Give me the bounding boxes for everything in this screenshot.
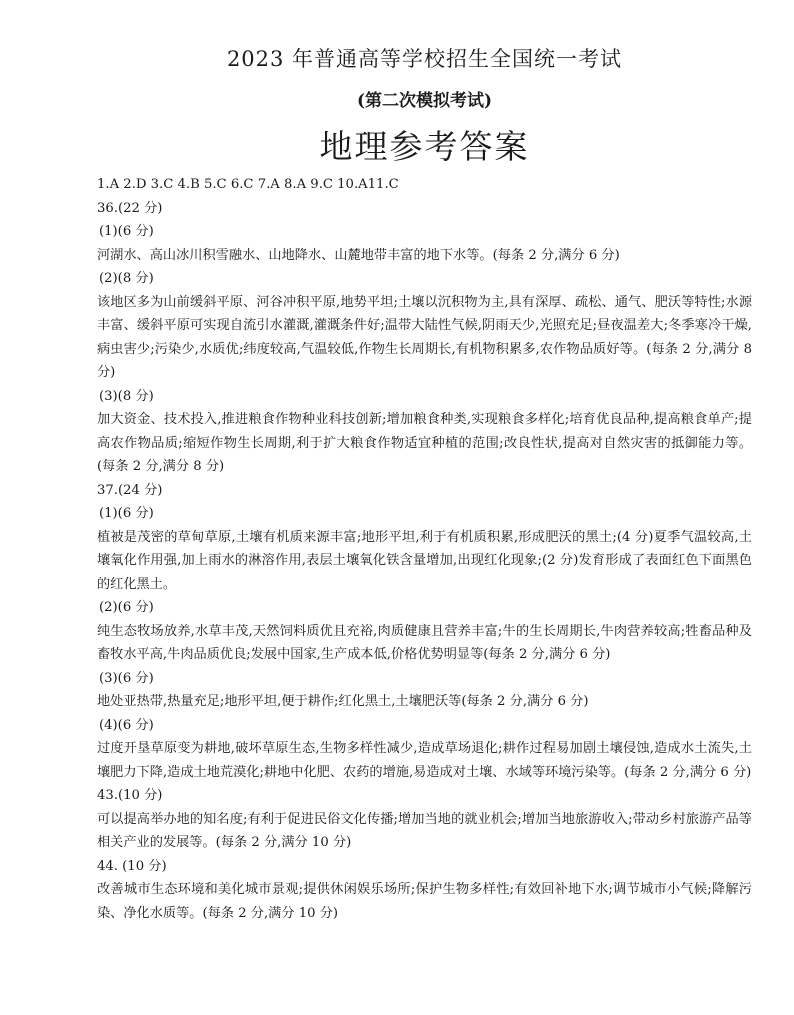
q37-part1-text: 植被是茂密的草甸草原,土壤有机质来源丰富;地形平坦,利于有机质积累,形成肥沃的黑土;(4 分)夏季气温较高,土壤氧化作用强,加上雨水的淋溶作用,表层土壤氧化铁含量增加,出现红化现象;(2 分)发育形成了表面红色下面黑色的红化黑土。	[97, 529, 752, 592]
q36-part1-label: (1)(6 分)	[99, 224, 154, 239]
q37-part4-text: 过度开垦草原变为耕地,破坏草原生态,生物多样性减少,造成草场退化;耕作过程易加剧土壤侵蚀,造成水土流失,土壤肥力下降,造成土地荒漠化;耕地中化肥、农药的增施,易造成对土壤、水域等环境污染等。(每条 2 分,满分 6 分)	[97, 741, 752, 780]
q37-part1-label: (1)(6 分)	[99, 506, 154, 521]
exam-title: 2023 年普通高等学校招生全国统一考试	[226, 47, 623, 71]
q36-heading: 36.(22 分)	[97, 200, 163, 216]
question-37	[97, 479, 752, 785]
subject-title: 地理参考答案	[319, 127, 530, 166]
exam-round: (第二次模拟考试)	[356, 91, 493, 111]
q43-heading: 43.(10 分)	[97, 788, 163, 803]
q37-part2-text: 纯生态牧场放养,水草丰茂,天然饲料质优且充裕,肉质健康且营养丰富;牛的生长周期长,牛肉营养较高;牲畜品种及畜牧水平高,牛肉品质优良;发展中国家,生产成本低,价格优势明显等(每条 2 分,满分 6 分)	[97, 623, 752, 662]
q37-part2-label: (2)(6 分)	[99, 600, 154, 615]
question-43	[97, 784, 752, 855]
q37-part4-label: (4)(6 分)	[99, 717, 154, 733]
q37-part3-text: 地处亚热带,热量充足;地形平坦,便于耕作;红化黑土,土壤肥沃等(每条 2 分,满分 6 分)	[97, 694, 589, 709]
choice-answers: 1.A 2.D 3.C 4.B 5.C 6.C 7.A 8.A 9.C 10.A11.C	[97, 177, 399, 192]
q44-text: 改善城市生态环境和美化城市景观;提供休闲娱乐场所;保护生物多样性;有效回补地下水;调节城市小气候;降解污染、净化水质等。(每条 2 分,满分 10 分)	[97, 882, 752, 921]
q37-part3-label: (3)(6 分)	[99, 670, 154, 686]
q36-part2-label: (2)(8 分)	[99, 271, 154, 286]
q36-part3-text: 加大资金、技术投入,推进粮食作物种业科技创新;增加粮食种类,实现粮食多样化;培育优良品种,提高粮食单产;提高农作物品质;缩短作物生长周期,利于扩大粮食作物适宜种植的范围;改良性状,提高对自然灾害的抵御能力等。(每条 2 分,满分 8 分)	[97, 412, 752, 474]
q44-heading: 44. (10 分)	[97, 858, 167, 874]
q36-part1-text: 河湖水、高山冰川积雪融水、山地降水、山麓地带丰富的地下水等。(每条 2 分,满分 6 分)	[97, 247, 620, 263]
q36-part3-label: (3)(8 分)	[99, 388, 154, 404]
question-44	[97, 855, 752, 926]
q43-text: 可以提高举办地的知名度;有利于促进民俗文化传播;增加当地的就业机会;增加当地旅游收入;带动乡村旅游产品等相关产业的发展等。(每条 2 分,满分 10 分)	[97, 811, 752, 850]
q37-heading: 37.(24 分)	[97, 482, 163, 498]
q36-part2-text: 该地区多为山前缓斜平原、河谷冲积平原,地势平坦;土壤以沉积物为主,具有深厚、疏松、通气、肥沃等特性;水源丰富、缓斜平原可实现自流引水灌溉,灌溉条件好;温带大陆性气候,阴雨天少,光照充足;昼夜温差大;冬季寒冷干燥,病虫害少;污染少,水质优;纬度较高,气温较低,作物生长周期长,有机物积累多,农作物品质好等。(每条 2 分,满分 8 分)	[97, 294, 752, 380]
question-36	[97, 197, 752, 479]
